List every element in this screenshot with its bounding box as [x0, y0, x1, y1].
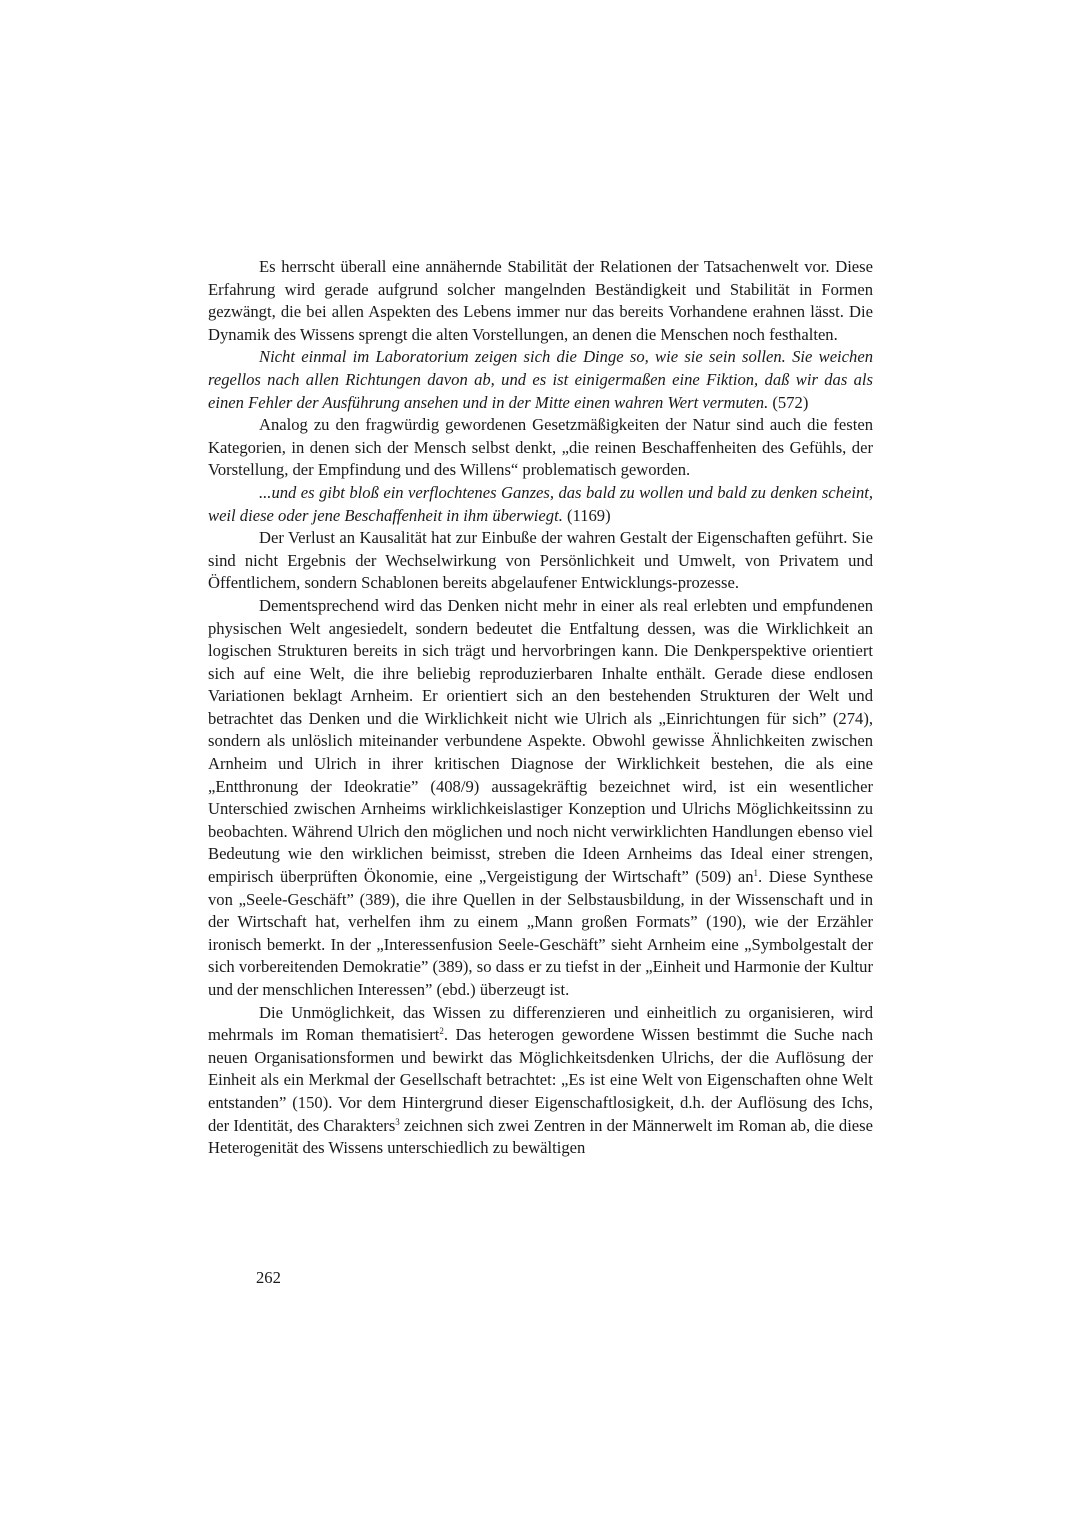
quote-text: ...und es gibt bloß ein verflochtenes Ganzes, das bald zu wollen und bald zu denken scheint, weil diese oder jene Beschaffenheit in ihm überwiegt. [208, 482, 873, 525]
body-text [208, 256, 873, 1160]
quote-citation: (572) [768, 392, 809, 412]
quote-text: Nicht einmal im Laboratorium zeigen sich die Dinge so, wie sie sein sollen. Sie weichen regellos nach allen Richtungen davon ab, und es ist einigermaßen eine Fiktion, daß wir das als einen Fehler der Ausführung ansehen und in der Mitte einen wahren Wert vermuten. [208, 347, 873, 412]
page-number: 262 [256, 1268, 281, 1287]
footnote-marker-3: 3 [395, 1116, 400, 1127]
paragraph-text: Die Unmöglichkeit, das Wissen zu differenzieren und einheitlich zu organisieren, wird mehrmals im Roman thematisiert [208, 1002, 873, 1045]
paragraph-text: Dementsprechend wird das Denken nicht mehr in einer als real erlebten und empfundenen physischen Welt angesiedelt, sondern bedeutet die Entfaltung dessen, was die Wirklichkeit an logischen Strukturen bereits in sich trägt und hervorbringen kann. Die Denkperspektive orientiert sich auf eine Welt, die ihre beliebig reproduzierbaren Inhalte enthält. Gerade diese endlosen Variationen beklagt Arnheim. Er orientiert sich an den bestehenden Strukturen der Welt und betrachtet das Denken und die Wirklichkeit nicht wie Ulrich als „Einrichtungen für sich” (274), sondern als unlöslich miteinander verbundene Aspekte. Obwohl gewisse Ähnlichkeiten zwischen Arnheim und Ulrich in ihrer kritischen Diagnose der Wirklichkeit bestehen, die als eine „Entthronung der Ideokratie” (408/9) aussagekräftig bezeichnet wird, ist ein wesentlicher Unterschied zwischen Arnheims wirklichkeislastiger Konzeption und Ulrichs Möglichkeitssinn zu beobachten. Während Ulrich den möglichen und noch nicht verwirklichten Handlungen ebenso viel Bedeutung wie den wirklichen beimisst, streben die Ideen Arnheims das Ideal einer strengen, empirisch überprüften Ökonomie, eine „Vergeistigung der Wirtschaft” (509) an [208, 595, 873, 887]
quote-citation: (1169) [562, 505, 611, 525]
footnote-marker-1: 1 [753, 868, 759, 879]
paragraph-text: . Das heterogen gewordene Wissen bestimmt die Suche nach neuen Organisationsformen und bewirkt das Möglichkeitsdenken Ulrichs, der die Auflösung der Einheit als ein Merkmal der Gesellschaft betrachtet: „Es ist eine Welt von Eigenschaften ohne Welt entstanden” (150). Vor dem Hintergrund dieser Eigenschaftlosigkeit, d.h. der Auflösung des Ichs, der Identität, des Charakters [208, 1025, 874, 1135]
footnote-marker-2: 2 [439, 1026, 444, 1037]
paragraph-text: zeichnen sich zwei Zentren in der Männerwelt im Roman ab, die diese Heterogenität des Wissens unterschiedlich zu bewältigen [208, 1115, 873, 1158]
paragraph-5 [208, 1002, 873, 1160]
paragraph-4 [208, 595, 873, 1002]
paragraph-text: . Diese Synthese von „Seele-Geschäft” (389), die ihre Quellen in der Selbstausbildung, in der Wissenschaft und in der Wirtschaft hat, verhelfen ihm zu einem „Mann großen Formats” (190), wie der Erzähler ironisch bemerkt. In der „Interessenfusion Seele-Geschäft” sieht Arnheim eine „Symbolgestalt der sich vorbereitenden Demokratie” (389), so dass er zu tiefst in der „Einheit und Harmonie der Kultur und der menschlichen Interessen” (ebd.) überzeugt ist. [208, 867, 873, 999]
block-quote-2 [208, 482, 873, 527]
block-quote-1 [208, 346, 873, 414]
paragraph-2: Analog zu den fragwürdig gewordenen Gesetzmäßigkeiten der Natur sind auch die festen Kategorien, in denen sich der Mensch selbst denkt, „die reinen Beschaffenheiten des Gefühls, der Vorstellung, der Empfindung und des Willens“ problematisch geworden. [208, 415, 873, 480]
paragraph-1: Es herrscht überall eine annähernde Stabilität der Relationen der Tatsachenwelt vor. Diese Erfahrung wird gerade aufgrund solcher mangelnden Beständigkeit und Stabilität in Formen gezwängt, die bei allen Aspekten des Lebens immer nur das bereits Vorhandene erahnen lässt. Die Dynamik des Wissens sprengt die alten Vorstellungen, an denen die Menschen noch festhalten. [208, 257, 873, 344]
paragraph-3: Der Verlust an Kausalität hat zur Einbuße der wahren Gestalt der Eigenschaften geführt. Sie sind nicht Ergebnis der Wechselwirkung von Persönlichkeit und Umwelt, von Privatem und Öffentlichem, sondern Schablonen bereits abgelaufener Entwicklungs-prozesse. [208, 528, 873, 593]
